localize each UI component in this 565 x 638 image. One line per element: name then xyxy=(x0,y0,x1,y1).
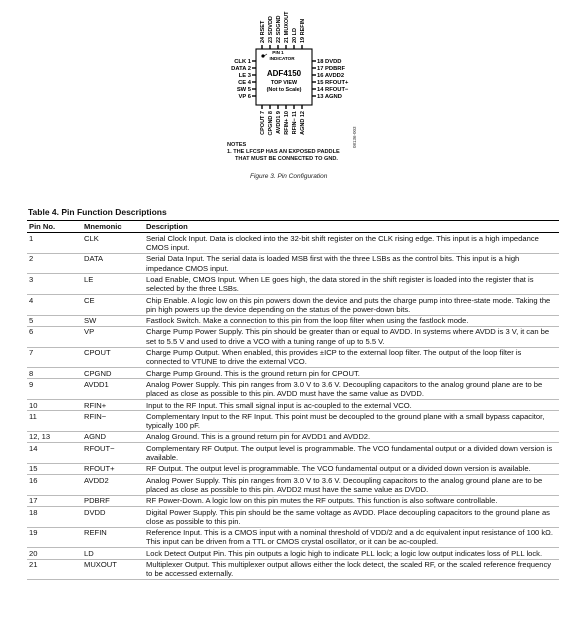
mnemonic-cell: REFIN xyxy=(82,527,144,548)
pin-number-cell: 3 xyxy=(27,274,82,295)
notes-line-2: THAT MUST BE CONNECTED TO GND. xyxy=(235,156,338,162)
mnemonic-cell: CPOUT xyxy=(82,347,144,368)
description-cell: RF Output. The output level is programmable. The VCO fundamental output or a divided down version is available. xyxy=(144,463,559,474)
chip-view-label: TOP VIEW xyxy=(270,80,298,86)
mnemonic-cell: MUXOUT xyxy=(82,559,144,580)
top-pin-label: 24 RSET xyxy=(260,20,266,43)
table-row xyxy=(27,326,559,347)
left-pin-label: CLK 1 xyxy=(234,59,251,65)
table-row xyxy=(27,411,559,432)
table-row xyxy=(27,559,559,580)
mnemonic-cell: RFIN+ xyxy=(82,400,144,411)
table-row xyxy=(27,315,559,326)
pin-number-cell: 2 xyxy=(27,253,82,274)
chip-package-drawing xyxy=(226,6,366,136)
left-pin-label: DATA 2 xyxy=(231,66,251,72)
table-row xyxy=(27,443,559,464)
figure-notes xyxy=(227,142,340,163)
pin-number-cell: 15 xyxy=(27,463,82,474)
mnemonic-cell: CLK xyxy=(82,233,144,254)
figure-code: 08136-003 xyxy=(352,126,357,148)
left-pin-label: LE 3 xyxy=(238,73,251,79)
mnemonic-cell: SW xyxy=(82,315,144,326)
description-cell: Lock Detect Output Pin. This pin outputs a logic high to indicate PLL lock; a logic low output indicates loss of PLL lock. xyxy=(144,548,559,559)
description-cell: Complementary RF Output. The output level is programmable. The VCO fundamental output or a divided down version is available. xyxy=(144,443,559,464)
chip-name: ADF4150 xyxy=(266,69,302,78)
table-row xyxy=(27,253,559,274)
description-cell: Digital Power Supply. This pin should be the same voltage as AVDD. Place decoupling capacitors to the ground plane as close as possible to this pin. xyxy=(144,507,559,528)
bottom-pin-label: CPGND 8 xyxy=(268,111,274,136)
description-cell: Multiplexer Output. This multiplexer output allows either the lock detect, the scaled RF, or the scaled reference frequency to be accessed externally. xyxy=(144,559,559,580)
description-cell: Load Enable, CMOS Input. When LE goes high, the data stored in the shift register is loaded into the register that is selected by the three LSBs. xyxy=(144,274,559,295)
pin-number-cell: 17 xyxy=(27,495,82,506)
description-cell: Charge Pump Power Supply. This pin should be greater than or equal to AVDD. In systems where AVDD is 3 V, it can be set to 5.5 V and used to drive a VCO with a tuning range of up to 5.5 V. xyxy=(144,326,559,347)
pin-number-cell: 16 xyxy=(27,475,82,496)
bottom-pin-label: AGND 12 xyxy=(300,111,306,135)
header-pin-no: Pin No. xyxy=(27,221,82,233)
pin1-label: PIN 1 xyxy=(272,50,284,55)
pin-number-cell: 14 xyxy=(27,443,82,464)
top-pin-label: 21 MUXOUT xyxy=(284,11,290,43)
bottom-pin-label: AVDD1 9 xyxy=(276,111,282,134)
table-body xyxy=(27,233,559,580)
pin-number-cell: 8 xyxy=(27,368,82,379)
table-row xyxy=(27,548,559,559)
pin-number-cell: 4 xyxy=(27,295,82,316)
pin-number-cell: 21 xyxy=(27,559,82,580)
description-cell: Input to the RF Input. This small signal input is ac-coupled to the external VCO. xyxy=(144,400,559,411)
table-row xyxy=(27,274,559,295)
header-mnemonic: Mnemonic xyxy=(82,221,144,233)
pin-number-cell: 10 xyxy=(27,400,82,411)
description-cell: Serial Data Input. The serial data is loaded MSB first with the three LSBs as the control bits. This input is a high impedance CMOS input. xyxy=(144,253,559,274)
chip-scale-label: (Not to Scale) xyxy=(266,87,302,93)
bottom-pin-label: RFIN− 11 xyxy=(292,111,298,135)
table-row xyxy=(27,233,559,254)
table-row xyxy=(27,463,559,474)
mnemonic-cell: CPGND xyxy=(82,368,144,379)
pin-number-cell: 9 xyxy=(27,379,82,400)
description-cell: Analog Power Supply. This pin ranges from 3.0 V to 3.6 V. Decoupling capacitors to the analog ground plane are to be placed as close as possible to this pin. AVDD2 must have the same value as DVDD. xyxy=(144,475,559,496)
top-pin-label: 20 LD xyxy=(292,28,298,43)
description-cell: Analog Power Supply. This pin ranges from 3.0 V to 3.6 V. Decoupling capacitors to the analog ground plane are to be placed as close as possible to this pin. AVDD must have the same value as DVDD. xyxy=(144,379,559,400)
mnemonic-cell: RFOUT+ xyxy=(82,463,144,474)
description-cell: Charge Pump Ground. This is the ground return pin for CPOUT. xyxy=(144,368,559,379)
mnemonic-cell: PDBRF xyxy=(82,495,144,506)
pin1-indicator-label: INDICATOR xyxy=(269,56,295,61)
pin-number-cell: 5 xyxy=(27,315,82,326)
bottom-pin-label: RFIN+ 10 xyxy=(284,111,290,135)
right-pin-label: 16 AVDD2 xyxy=(317,73,345,79)
left-pin-label: SW 5 xyxy=(236,87,251,93)
table-row xyxy=(27,495,559,506)
right-pin-label: 13 AGND xyxy=(317,94,342,100)
mnemonic-cell: LD xyxy=(82,548,144,559)
description-cell: Charge Pump Output. When enabled, this provides ±ICP to the external loop filter. The output of the loop filter is connected to VTUNE to drive the external VCO. xyxy=(144,347,559,368)
notes-line-1: 1. THE LFCSP HAS AN EXPOSED PADDLE xyxy=(227,149,340,155)
table-row xyxy=(27,295,559,316)
left-pin-label: CE 4 xyxy=(238,80,251,86)
mnemonic-cell: DVDD xyxy=(82,507,144,528)
right-pin-label: 18 DVDD xyxy=(317,59,342,65)
pin-function-table xyxy=(27,220,559,580)
header-description: Description xyxy=(144,221,559,233)
table-header-row xyxy=(27,221,559,233)
top-pin-label: 22 SDGND xyxy=(276,15,282,43)
pin-number-cell: 19 xyxy=(27,527,82,548)
pin-number-cell: 12, 13 xyxy=(27,431,82,442)
table-row xyxy=(27,527,559,548)
left-pin-label: VP 6 xyxy=(238,94,251,100)
mnemonic-cell: AVDD2 xyxy=(82,475,144,496)
description-cell: Serial Clock Input. Data is clocked into the 32-bit shift register on the CLK rising edge. This input is a high impedance CMOS input. xyxy=(144,233,559,254)
description-cell: Chip Enable. A logic low on this pin powers down the device and puts the charge pump into three-state mode. Taking the pin high powers up the device depending on the status of the power-down bits. xyxy=(144,295,559,316)
mnemonic-cell: AGND xyxy=(82,431,144,442)
mnemonic-cell: VP xyxy=(82,326,144,347)
table-title: Table 4. Pin Function Descriptions xyxy=(28,207,167,217)
top-pin-label: 19 REFIN xyxy=(300,18,306,43)
mnemonic-cell: RFIN− xyxy=(82,411,144,432)
right-pin-label: 14 RFOUT− xyxy=(317,87,349,93)
notes-title: NOTES xyxy=(227,142,247,148)
mnemonic-cell: CE xyxy=(82,295,144,316)
pin-number-cell: 6 xyxy=(27,326,82,347)
pin-number-cell: 18 xyxy=(27,507,82,528)
table-row xyxy=(27,431,559,442)
pin-number-cell: 1 xyxy=(27,233,82,254)
mnemonic-cell: LE xyxy=(82,274,144,295)
description-cell: Complementary Input to the RF Input. This point must be decoupled to the ground plane with a small bypass capacitor, typically 100 pF. xyxy=(144,411,559,432)
figure-caption: Figure 3. Pin Configuration xyxy=(250,173,328,180)
table-row xyxy=(27,507,559,528)
mnemonic-cell: DATA xyxy=(82,253,144,274)
table-row xyxy=(27,400,559,411)
top-pin-stubs xyxy=(262,45,302,49)
top-pin-label: 23 SDVDD xyxy=(268,16,274,43)
left-pin-stubs xyxy=(252,61,256,96)
mnemonic-cell: RFOUT− xyxy=(82,443,144,464)
pin-number-cell: 7 xyxy=(27,347,82,368)
description-cell: Reference Input. This is a CMOS input with a nominal threshold of VDD/2 and a dc equivalent input resistance of 100 kΩ. This input can be driven from a TTL or CMOS crystal oscillator, or it can be ac-coupled. xyxy=(144,527,559,548)
table-row xyxy=(27,379,559,400)
bottom-pin-stubs xyxy=(262,105,302,109)
table-row xyxy=(27,368,559,379)
right-pin-stubs xyxy=(312,61,316,96)
mnemonic-cell: AVDD1 xyxy=(82,379,144,400)
pin-number-cell: 11 xyxy=(27,411,82,432)
right-pin-label: 15 RFOUT+ xyxy=(317,80,349,86)
bottom-pin-label: CPOUT 7 xyxy=(260,111,266,135)
pin-number-cell: 20 xyxy=(27,548,82,559)
right-pin-label: 17 PDBRF xyxy=(317,66,346,72)
table-row xyxy=(27,347,559,368)
description-cell: Fastlock Switch. Make a connection to this pin from the loop filter when using the fastlock mode. xyxy=(144,315,559,326)
description-cell: Analog Ground. This is a ground return pin for AVDD1 and AVDD2. xyxy=(144,431,559,442)
table-row xyxy=(27,475,559,496)
description-cell: RF Power-Down. A logic low on this pin mutes the RF outputs. This function is also software controllable. xyxy=(144,495,559,506)
